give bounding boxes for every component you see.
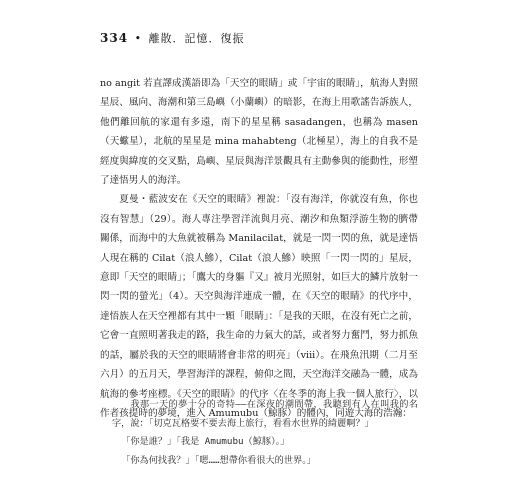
quote-line: 「你為何找我？」「嗯……想帶你看很大的世界。」 xyxy=(121,454,316,466)
running-title: 離散．記憶．復振 xyxy=(148,32,245,45)
running-header xyxy=(100,30,245,46)
quote-line: 「你是誰？」「我是 Amumubu（鯨豚）。」 xyxy=(121,436,290,448)
block-quote xyxy=(112,396,418,470)
body-text xyxy=(100,74,418,423)
quote-line: 我那一天的夢十分的奇特——在深夜的潮間帶，我聽到有人在叫我的名字，說：「切克瓦格要不要去海上旅行，看看水世界的綺麗啊？」 xyxy=(112,399,418,429)
paragraph: no angit 若直譯成漢語即為「天空的眼睛」或「宇宙的眼睛」，航海人對照星辰、風向、海潮和第三島嶼（小蘭嶼）的暗影，在海上用歌謠告訴族人，他們離回航的家還有多遠，南下的星星稱 sasadangen，也稱為 masen（天蠍星），北航的星星是 mina mahabteng（北極星），海上的自我不是經度與緯度的交叉點，島嶼、星辰與海洋景觀具有主動參與的能動性，形塑了達悟男人的海洋。 xyxy=(100,78,418,187)
paragraph: 夏曼・藍波安在《天空的眼睛》裡說：「沒有海洋，你就沒有魚，你也沒有智慧」（29）。海人專注學習洋流與月亮、潮汐和魚類浮游生物的臍帶關係，而海中的大魚就被稱為 Manilacilat，就是一閃一閃的魚，就是達悟人現在稱的 Cilat（浪人鰺），Cilat（浪人鰺）映照「一閃一閃的」星辰，意即「天空的眼睛」；「鷹大的身軀『又』被月光照射，如巨大的鱗片放射一閃一閃的螢光」（4）。天空與海洋連成一體，在《天空的眼睛》的代序中，達悟族人在天空裡都有其中一顆「眼睛」：「是我的天眼，在沒有死亡之前，它會一直照明著我走的路，我生命的力氣大的話，或者努力奮鬥，努力抓魚的話，屬於我的天空的眼睛將會非常的明亮」（viii）。在飛魚汛期（二月至六月）的五月天，學習海洋的課程，俯仰之間，天空海洋交融為一體，成為航海的參考座標。《天空的眼睛》的代序〈在冬季的海上我一個人旅行〉，以作者孩提時的夢境，進入 Amumubu（鯨豚）的體內，同遊大海的浩瀚： xyxy=(100,194,418,419)
page-number: 334 xyxy=(100,31,129,45)
header-separator: • xyxy=(134,32,143,45)
